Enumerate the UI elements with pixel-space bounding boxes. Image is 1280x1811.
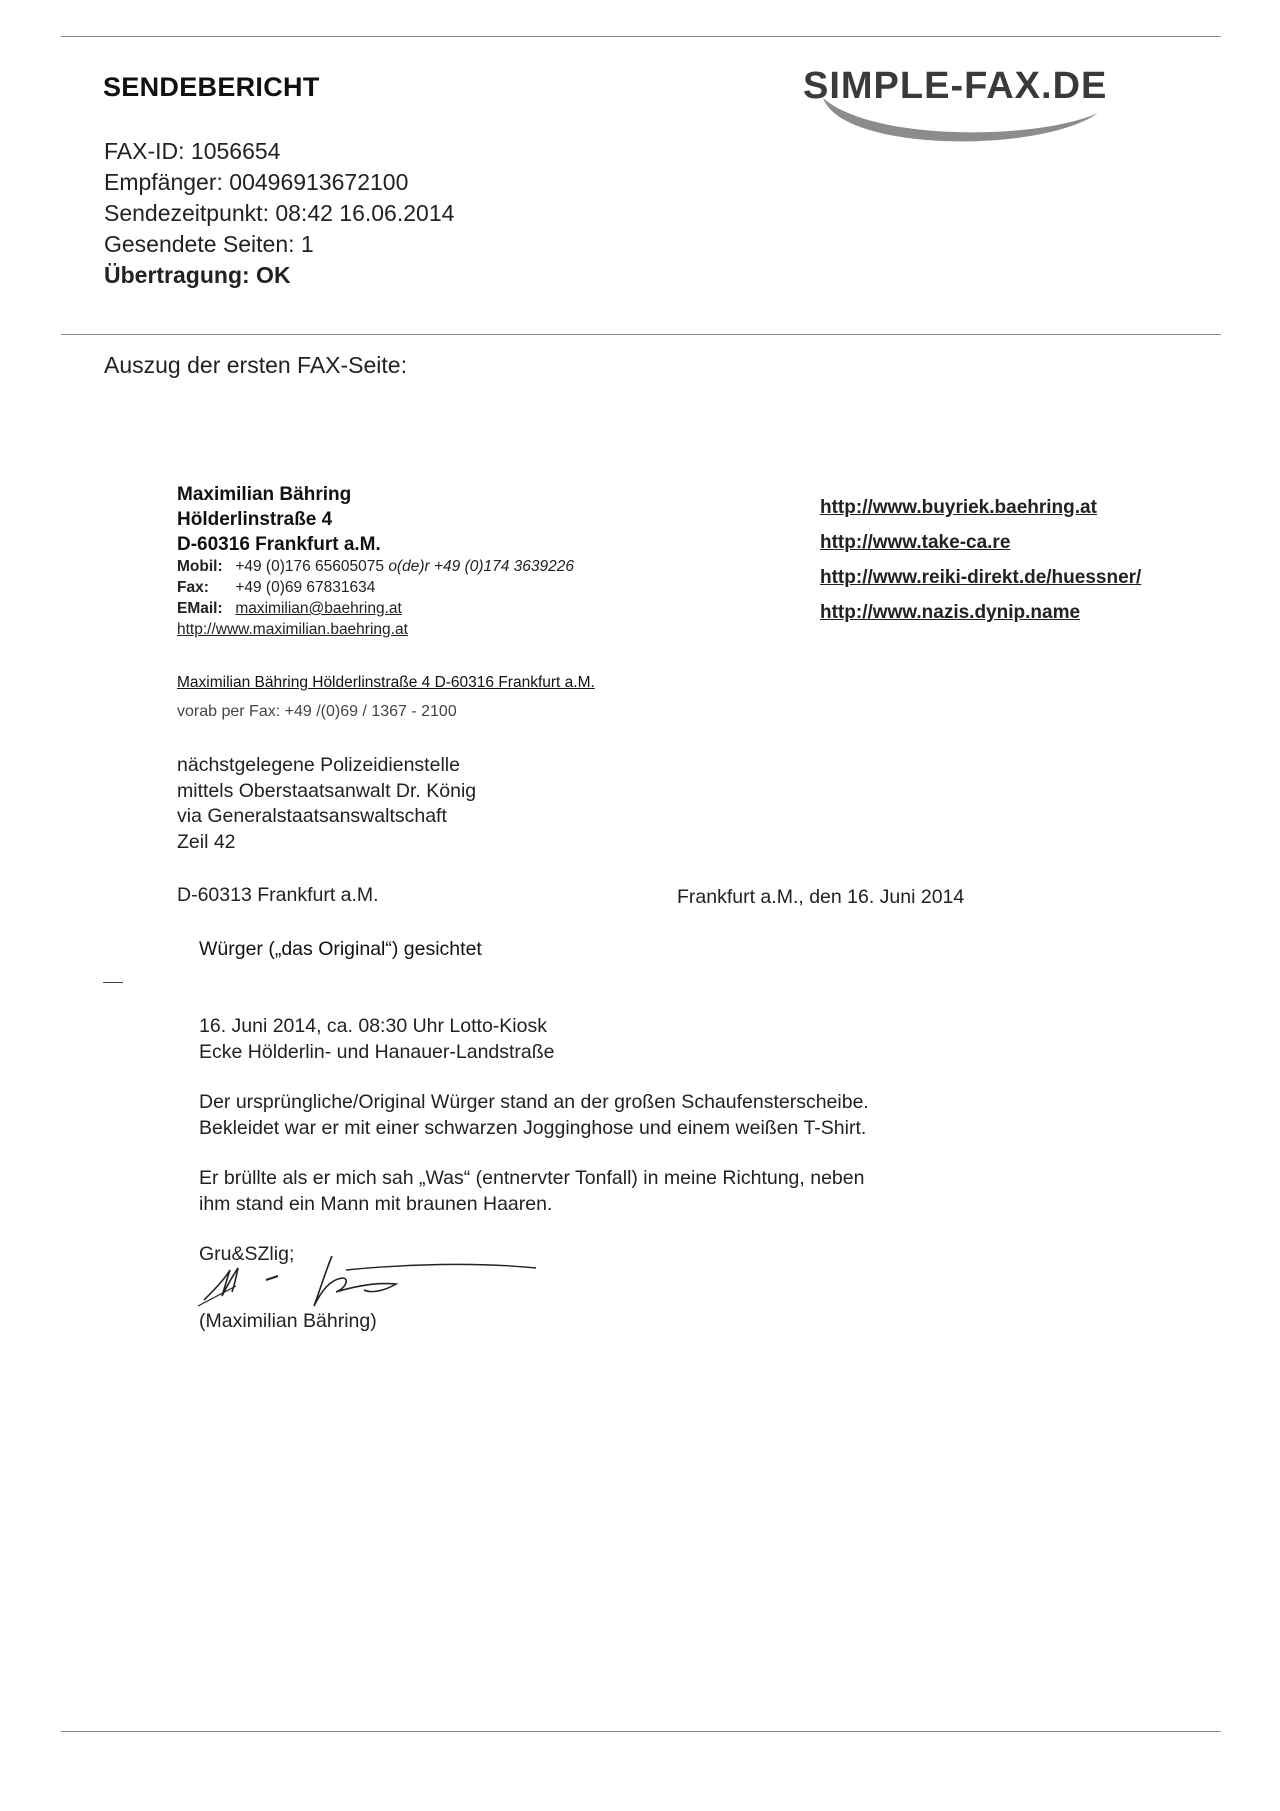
mobil-label: Mobil: (177, 558, 223, 575)
sender-name: Maximilian Bähring (177, 484, 352, 505)
fax-id: FAX-ID: 1056654 (104, 138, 281, 164)
sender-contact (177, 556, 574, 640)
body-line: Der ursprüngliche/Original Würger stand an der großen Schaufensterscheibe. (199, 1091, 869, 1113)
closing-text: Gru&SZlig; (199, 1243, 295, 1265)
links-block (820, 490, 1141, 630)
email-label: EMail: (177, 600, 223, 617)
letter-date: Frankfurt a.M., den 16. Juni 2014 (677, 886, 965, 908)
prefax-line: vorab per Fax: +49 /(0)69 / 1367 - 2100 (177, 703, 457, 720)
report-title: SENDEBERICHT (103, 72, 320, 102)
body-line: Er brüllte als er mich sah „Was“ (entnervter Tonfall) in meine Richtung, neben (199, 1167, 865, 1189)
sender-website-link[interactable]: http://www.maximilian.baehring.at (177, 621, 408, 638)
report-details (104, 136, 454, 291)
letter-body (199, 989, 869, 1293)
mobil-line (177, 556, 574, 577)
top-rule (61, 36, 1221, 37)
fax-label: Fax: (177, 579, 209, 596)
recipient-address (177, 753, 476, 855)
email-link[interactable]: maximilian@baehring.at (235, 600, 402, 617)
signature-name: (Maximilian Bähring) (199, 1310, 377, 1332)
return-address: Maximilian Bähring Hölderlinstraße 4 D-60316 Frankfurt a.M. (177, 674, 595, 691)
recipient-number: Empfänger: 00496913672100 (104, 169, 409, 195)
excerpt-label: Auszug der ersten FAX-Seite: (104, 352, 407, 378)
mobil-alt: o(de)r +49 (0)174 3639226 (388, 558, 575, 575)
pages-sent: Gesendete Seiten: 1 (104, 231, 314, 257)
sender-street: Hölderlinstraße 4 (177, 509, 333, 530)
body-line: Bekleidet war er mit einer schwarzen Jogginghose und einem weißen T-Shirt. (199, 1116, 867, 1139)
link-reiki-direkt[interactable]: http://www.reiki-direkt.de/huessner/ (820, 567, 1142, 588)
fax-line (177, 577, 574, 598)
sender-city: D-60316 Frankfurt a.M. (177, 534, 381, 555)
sender-block (177, 482, 381, 557)
body-line: Ecke Hölderlin- und Hanauer-Landstraße (199, 1040, 555, 1063)
recipient-city: D-60313 Frankfurt a.M. (177, 884, 379, 906)
transmission-status: Übertragung: OK (104, 262, 291, 288)
fax-value: +49 (0)69 67831634 (235, 579, 376, 596)
logo-text: SIMPLE-FAX.DE (803, 65, 1108, 107)
send-time: Sendezeitpunkt: 08:42 16.06.2014 (104, 200, 455, 226)
link-take-care[interactable]: http://www.take-ca.re (820, 532, 1011, 553)
link-buyriek[interactable]: http://www.buyriek.baehring.at (820, 497, 1097, 518)
bottom-rule (61, 1731, 1221, 1732)
recipient-line-2: mittels Oberstaatsanwalt Dr. König (177, 779, 477, 802)
letter-subject: Würger („das Original“) gesichtet (199, 938, 482, 960)
fold-mark (103, 982, 123, 983)
middle-rule (61, 334, 1221, 335)
body-line: ihm stand ein Mann mit braunen Haaren. (199, 1192, 553, 1215)
simple-fax-logo (803, 58, 1203, 148)
email-line (177, 598, 574, 619)
recipient-line-4: Zeil 42 (177, 830, 236, 853)
recipient-line-1: nächstgelegene Polizeidienstelle (177, 754, 460, 776)
recipient-line-3: via Generalstaatsanswaltschaft (177, 805, 447, 827)
mobil-value: +49 (0)176 65605075 (235, 558, 384, 575)
handwritten-signature (196, 1250, 541, 1310)
body-line: 16. Juni 2014, ca. 08:30 Uhr Lotto-Kiosk (199, 1015, 547, 1037)
link-dynip[interactable]: http://www.nazis.dynip.name (820, 602, 1081, 623)
